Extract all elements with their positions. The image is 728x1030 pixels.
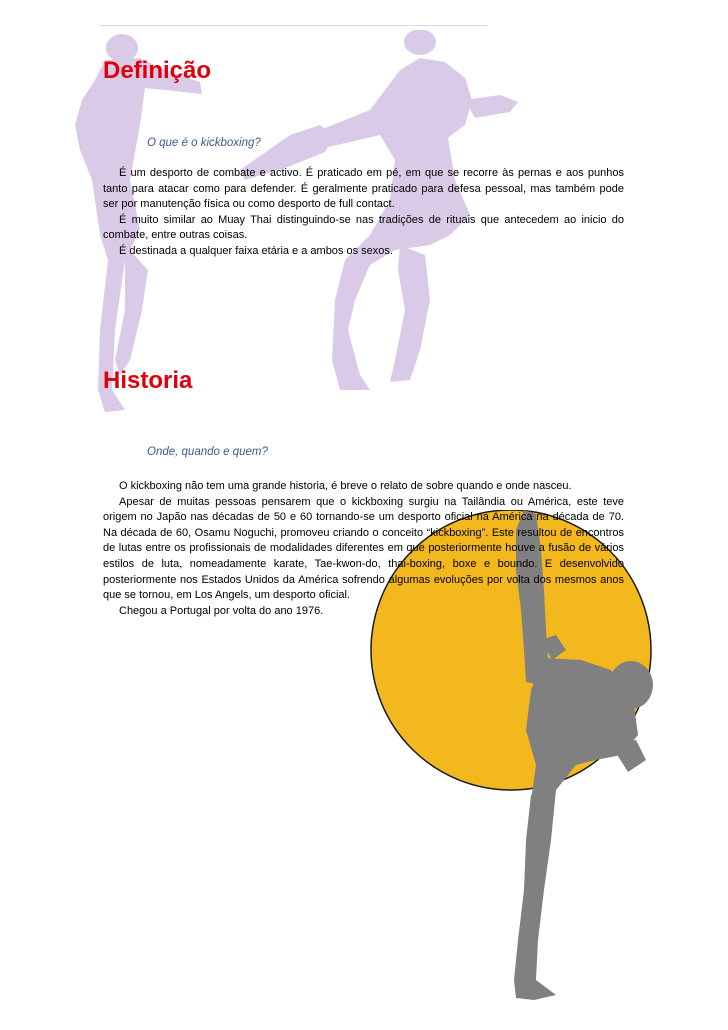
- paragraph: Apesar de muitas pessoas pensarem que o kickboxing surgiu na Tailândia ou América, este teve origem no Japão nas décadas de 50 e 60 tornando-se um desporto oficial na América na década de 70. Na década de 60, Osamu Noguchi, promoveu criando o conceito “kickboxing”. Este resultou de encontros de lutas entre os profissionais de modalidades diferentes em que posteriormente houve a fusão de vários estilos de luta, nomeadamente karate, Tae-kwon-do, thai-boxing, boxe e boundo. E desenvolvido posteriormente nos Estados Unidos da América sofrendo algumas evoluções por volta dos mesmos anos que se tornou, em Los Angels, um desporto oficial.: [103, 495, 624, 602]
- section-body-definicao: [103, 166, 624, 260]
- paragraph: Chegou a Portugal por volta do ano 1976.: [119, 604, 324, 617]
- section-title-historia: Historia: [103, 367, 193, 394]
- paragraph: É muito similar ao Muay Thai distinguindo-se nas tradições de rituais que antecedem ao inicio do combate, entre outras coisas.: [103, 213, 624, 242]
- section-subtitle-historia: Onde, quando e quem?: [147, 446, 268, 458]
- paragraph: É destinada a qualquer faixa etária e a ambos os sexos.: [119, 244, 393, 257]
- section-title-definicao: Definição: [103, 57, 212, 84]
- section-body-historia: [103, 479, 624, 619]
- paragraph: O kickboxing não tem uma grande historia, é breve o relato de sobre quando e onde nasceu.: [119, 480, 572, 492]
- paragraph: É um desporto de combate e activo. É praticado em pé, em que se recorre às pernas e aos punhos tanto para atacar como para defender. É geralmente praticado para defesa pessoal, mas também pode ser por manutenção física ou como desporto de full contact.: [103, 167, 624, 211]
- section-subtitle-definicao: O que é o kickboxing?: [147, 137, 261, 149]
